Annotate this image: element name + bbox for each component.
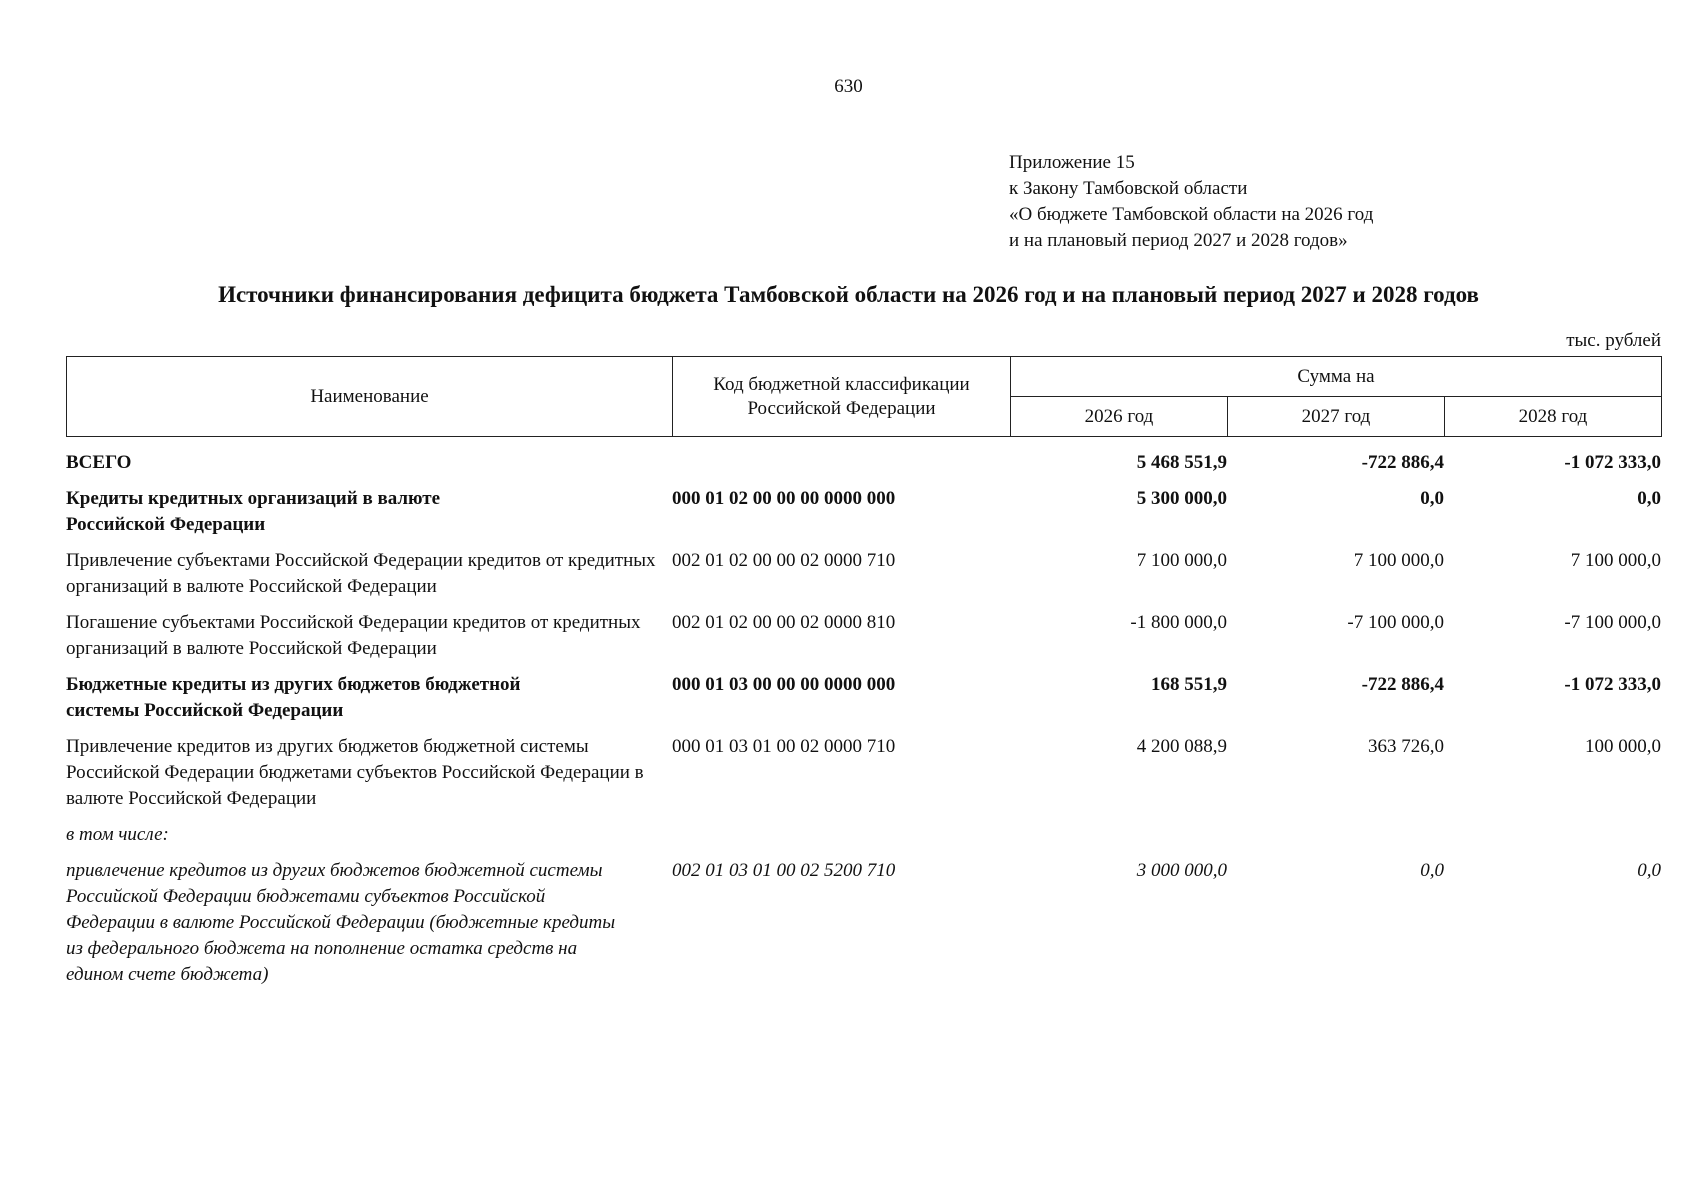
row-name: в том числе: bbox=[66, 824, 169, 845]
row-name: ВСЕГО bbox=[66, 452, 132, 473]
row-code: 000 01 02 00 00 00 0000 000 bbox=[672, 488, 896, 509]
row-value-2028: 7 100 000,0 bbox=[1570, 550, 1661, 571]
table-row bbox=[66, 608, 1661, 670]
row-value-2028: -1 072 333,0 bbox=[1564, 452, 1661, 473]
row-name: Бюджетные кредиты из других бюджетов бюджетной системы Российской Федерации bbox=[66, 674, 521, 721]
table-row bbox=[66, 448, 1661, 484]
row-code: 000 01 03 00 00 00 0000 000 bbox=[672, 674, 896, 695]
units-label: тыс. рублей bbox=[1566, 330, 1661, 351]
row-value-2026: 5 300 000,0 bbox=[1136, 488, 1227, 509]
row-value-2027: 363 726,0 bbox=[1368, 736, 1444, 757]
table-row bbox=[66, 732, 1661, 820]
appendix-block bbox=[1009, 150, 1373, 254]
row-name: Привлечение субъектами Российской Федерации кредитов от кредитных организаций в валюте Российской Федерации bbox=[66, 550, 656, 597]
page-number: 630 bbox=[834, 76, 863, 97]
header-year-2027: 2027 год bbox=[1228, 397, 1445, 437]
header-year-2028: 2028 год bbox=[1445, 397, 1662, 437]
row-name: Кредиты кредитных организаций в валюте Российской Федерации bbox=[66, 488, 441, 535]
table-row bbox=[66, 856, 1661, 996]
row-value-2026: 168 551,9 bbox=[1151, 674, 1227, 695]
row-value-2027 bbox=[1227, 820, 1444, 856]
document-title: Источники финансирования дефицита бюджета Тамбовской области на 2026 год и на плановый период 2027 и 2028 годов bbox=[218, 282, 1479, 307]
row-value-2026: 7 100 000,0 bbox=[1136, 550, 1227, 571]
row-value-2026: 4 200 088,9 bbox=[1136, 736, 1227, 757]
row-code bbox=[672, 448, 1010, 484]
table-row bbox=[66, 820, 1661, 856]
header-code: Код бюджетной классификации Российской Федерации bbox=[673, 357, 1011, 437]
row-code: 002 01 02 00 00 02 0000 710 bbox=[672, 550, 896, 571]
row-code: 000 01 03 01 00 02 0000 710 bbox=[672, 736, 896, 757]
row-value-2028: 100 000,0 bbox=[1585, 736, 1661, 757]
table-body bbox=[66, 448, 1661, 996]
row-value-2028: 0,0 bbox=[1637, 488, 1661, 509]
row-name: Погашение субъектами Российской Федерации кредитов от кредитных организаций в валюте Российской Федерации bbox=[66, 612, 641, 659]
row-value-2028 bbox=[1444, 820, 1661, 856]
header-sum: Сумма на bbox=[1011, 357, 1662, 397]
row-value-2028: -7 100 000,0 bbox=[1564, 612, 1661, 633]
table-row bbox=[66, 484, 1661, 546]
row-value-2028: -1 072 333,0 bbox=[1564, 674, 1661, 695]
table-row bbox=[66, 670, 1661, 732]
appendix-line: к Закону Тамбовской области bbox=[1009, 178, 1248, 199]
row-value-2028: 0,0 bbox=[1637, 860, 1661, 881]
table-row bbox=[66, 546, 1661, 608]
header-name: Наименование bbox=[67, 357, 673, 437]
row-value-2027: -722 886,4 bbox=[1361, 452, 1444, 473]
header-year-2026: 2026 год bbox=[1011, 397, 1228, 437]
row-value-2026 bbox=[1010, 820, 1227, 856]
row-value-2026: -1 800 000,0 bbox=[1130, 612, 1227, 633]
row-code: 002 01 02 00 00 02 0000 810 bbox=[672, 612, 896, 633]
row-name: Привлечение кредитов из других бюджетов бюджетной системы Российской Федерации бюджетами субъектов Российской Федерации в валюте Российской Федерации bbox=[66, 736, 644, 809]
row-code bbox=[672, 820, 1010, 856]
row-value-2027: -722 886,4 bbox=[1361, 674, 1444, 695]
row-value-2027: -7 100 000,0 bbox=[1347, 612, 1444, 633]
row-code: 002 01 03 01 00 02 5200 710 bbox=[672, 860, 896, 881]
table-header bbox=[66, 356, 1662, 437]
row-value-2026: 5 468 551,9 bbox=[1136, 452, 1227, 473]
appendix-line: «О бюджете Тамбовской области на 2026 год bbox=[1009, 204, 1374, 225]
appendix-line: Приложение 15 bbox=[1009, 152, 1135, 173]
row-name: привлечение кредитов из других бюджетов бюджетной системы Российской Федерации бюджетами субъектов Российской Федерации в валюте Российской Федерации (бюджетные кредиты из федерального бюджета на пополнение остатка средств на едином счете бюджета) bbox=[66, 860, 616, 985]
row-value-2027: 7 100 000,0 bbox=[1353, 550, 1444, 571]
row-value-2027: 0,0 bbox=[1420, 488, 1444, 509]
row-value-2027: 0,0 bbox=[1420, 860, 1444, 881]
appendix-line: и на плановый период 2027 и 2028 годов» bbox=[1009, 230, 1348, 251]
row-value-2026: 3 000 000,0 bbox=[1136, 860, 1227, 881]
